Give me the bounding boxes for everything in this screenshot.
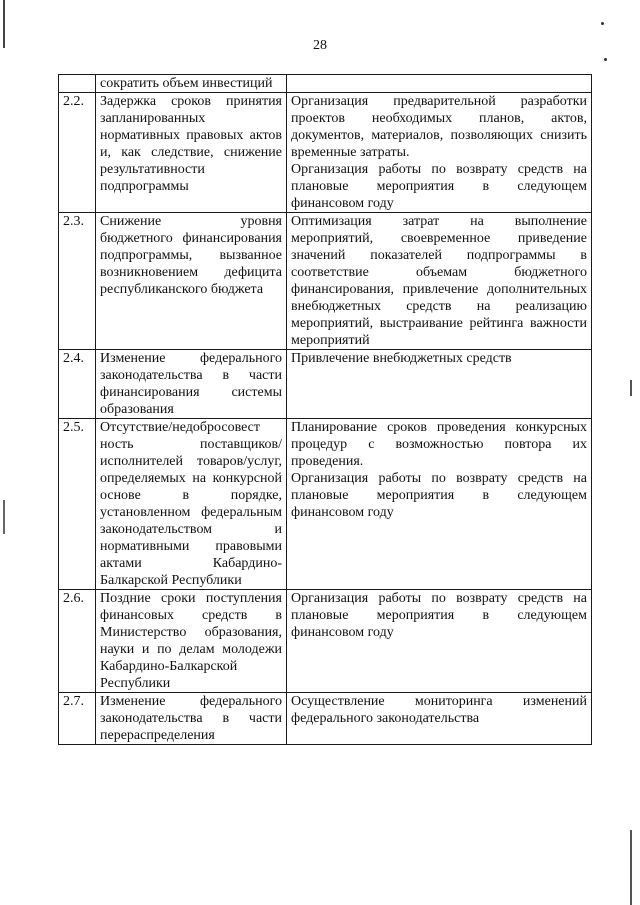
row-number: 2.5. [59,419,96,590]
risk-description: Снижение уровня бюджетного финансирования подпрограммы, вызванное возникновением дефицита республиканского бюджета [96,213,287,350]
mitigation-measures [287,93,592,213]
measure-paragraph: Организация работы по возврату средств на плановые мероприятия в следующем финансовом году [291,591,587,640]
table-row [59,693,592,745]
page-number: 28 [313,38,327,53]
row-number [59,75,96,93]
mitigation-measures [287,75,592,93]
measure-paragraph: Организация работы по возврату средств на плановые мероприятия в следующем финансовом году [291,162,587,211]
scan-edge-mark [630,380,632,396]
table-row [59,350,592,419]
row-number: 2.6. [59,590,96,693]
table-row [59,93,592,213]
mitigation-measures [287,419,592,590]
mitigation-measures [287,350,592,419]
table-row [59,419,592,590]
mitigation-measures [287,590,592,693]
mitigation-measures [287,213,592,350]
table-body [59,75,592,745]
risk-description: Изменение федерального законодательства в части перераспределения [96,693,287,745]
measure-paragraph: Осуществление мониторинга изменений федерального законодательства [291,694,587,726]
scan-edge-mark [630,830,632,905]
scan-speck [604,58,607,61]
table-row [59,75,592,93]
row-number: 2.4. [59,350,96,419]
measure-paragraph: Привлечение внебюджетных средств [291,351,512,366]
scan-edge-mark [3,500,5,534]
table-row [59,590,592,693]
risk-description: Поздние сроки поступления финансовых средств в Министерство образования, науки и по делам молодежи Кабардино-Балкарской Республики [96,590,287,693]
row-number: 2.2. [59,93,96,213]
scan-speck [601,22,604,25]
measure-paragraph: Организация работы по возврату средств на плановые мероприятия в следующем финансовом году [291,471,587,520]
measure-paragraph: Оптимизация затрат на выполнение мероприятий, своевременное приведение значений показателей подпрограммы в соответствие объемам бюджетного финансирования, привлечение дополнительных внебюджетных средств на реализацию мероприятий, выстраивание рейтинга важности мероприятий [291,214,587,348]
measure-paragraph: Организация предварительной разработки проектов необходимых планов, актов, документов, материалов, позволяющих снизить временные затраты. [291,94,587,160]
row-number: 2.3. [59,213,96,350]
risk-description: Отсутствие/недобросовест ность поставщиков/исполнителей товаров/услуг, определяемых на конкурсной основе в порядке, установленном федеральным законодательством и нормативными правовыми актами Кабардино-Балкарской Республики [96,419,287,590]
mitigation-measures [287,693,592,745]
risk-description: Задержка сроков принятия запланированных нормативных правовых актов и, как следствие, снижение результативности подпрограммы [96,93,287,213]
table-row [59,213,592,350]
risk-description: сократить объем инвестиций [96,75,287,93]
risk-description: Изменение федерального законодательства в части финансирования системы образования [96,350,287,419]
row-number: 2.7. [59,693,96,745]
risk-measures-table [58,74,592,745]
measure-paragraph: Планирование сроков проведения конкурсных процедур с возможностью повтора их проведения. [291,420,587,469]
